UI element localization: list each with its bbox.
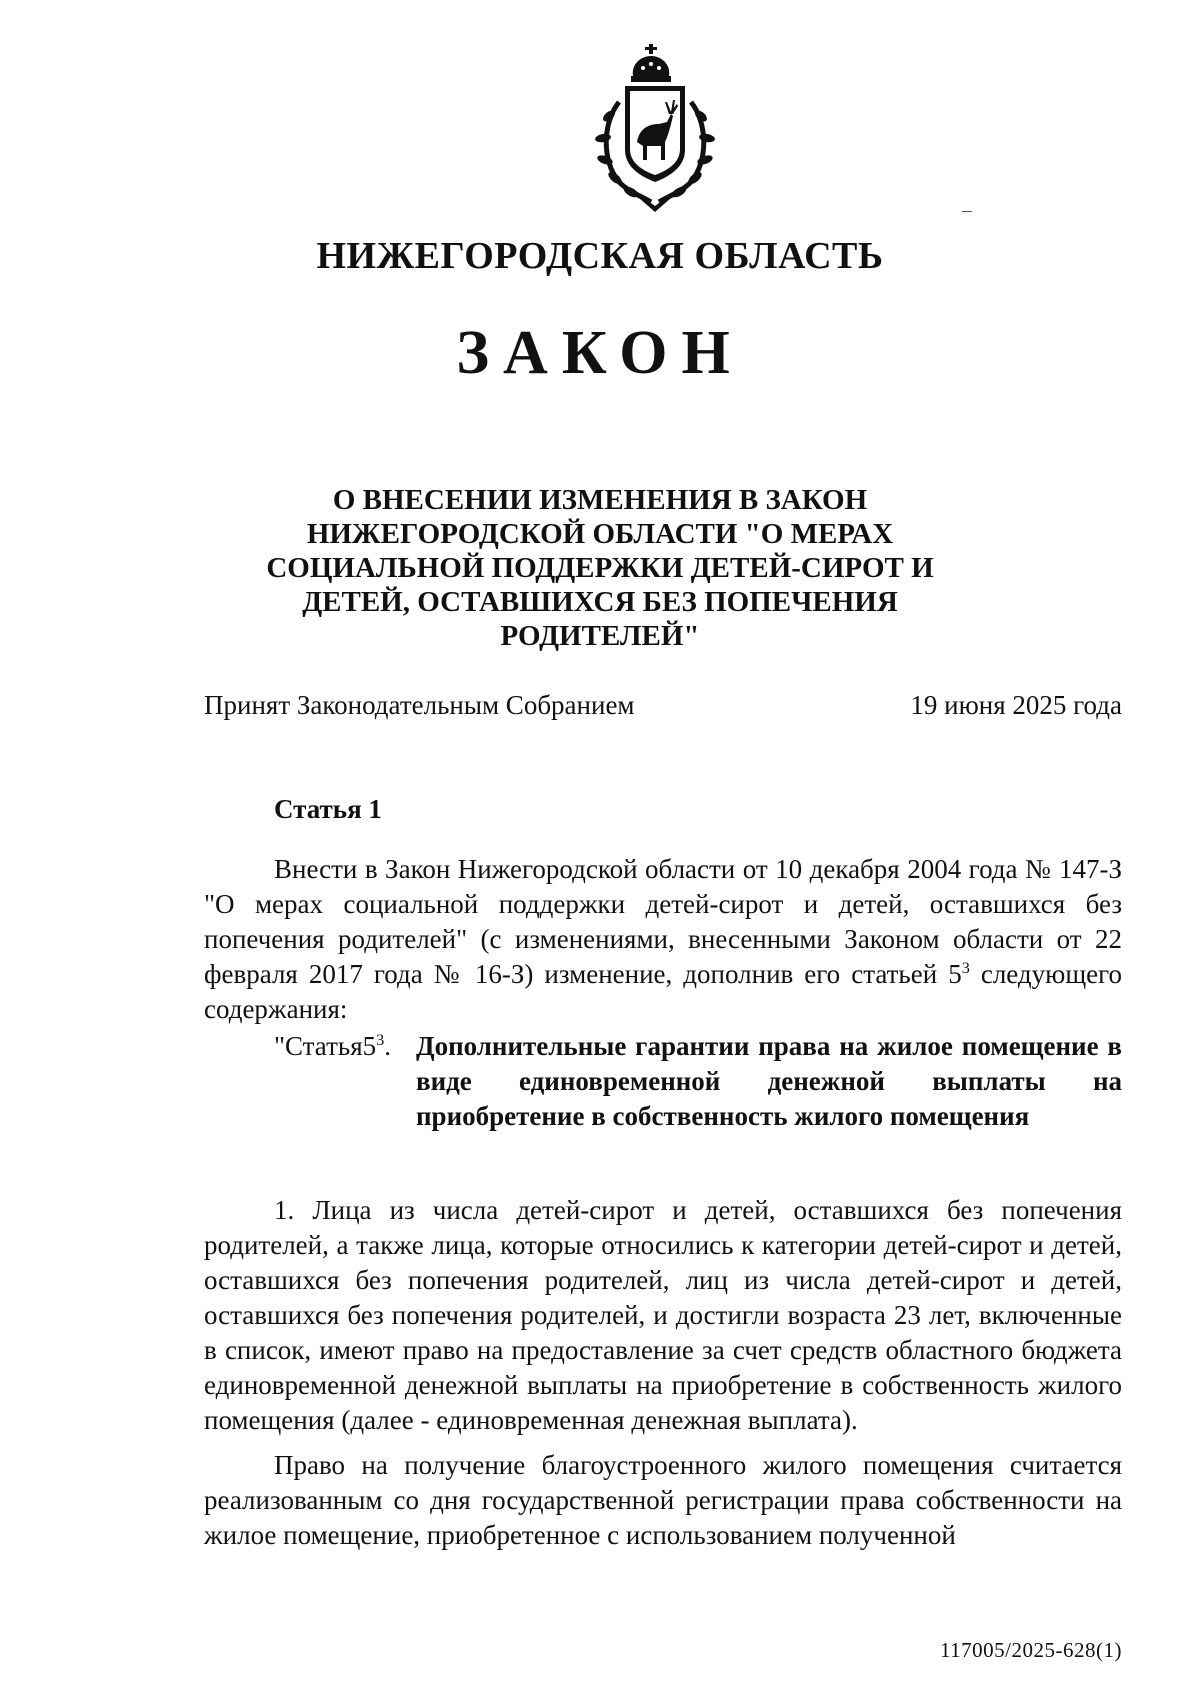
coat-of-arms-icon (585, 42, 725, 214)
law-title: О ВНЕСЕНИИ ИЗМЕНЕНИЯ В ЗАКОН НИЖЕГОРОДСКОЙ ОБЛАСТИ "О МЕРАХ СОЦИАЛЬНОЙ ПОДДЕРЖКИ ДЕТЕЙ-СИРОТ И ДЕТЕЙ, ОСТАВШИХСЯ БЕЗ ПОПЕЧЕНИЯ РОДИТЕЛЕЙ" (266, 484, 934, 652)
quoted-article-label (274, 1029, 416, 1134)
document-code: 117005/2025-628(1) (939, 1638, 1122, 1662)
quoted-article-sup: 3 (376, 1031, 385, 1049)
document-type: ЗАКОН (456, 319, 744, 387)
adoption-label: Принят Законодательным Собранием (204, 690, 635, 720)
intro-text-end: следующего содержания: (204, 959, 1123, 1024)
quoted-article-heading (274, 1029, 1122, 1134)
intro-text: Внести в Закон Нижегородской области от 10 декабря 2004 года № 147-З "О мерах социальной поддержки детей-сирот и детей, оставшихся без попечения родителей" (с изменениями, внесенными Законом области от 22 февраля 2017 года № 16-З) изменение, дополнив его статьей 5 (204, 854, 1122, 989)
scan-speck (962, 211, 972, 212)
region-name: НИЖЕГОРОДСКАЯ ОБЛАСТЬ (316, 235, 884, 277)
quoted-article-dot: . (384, 1031, 391, 1061)
article-intro-paragraph (204, 852, 1122, 1027)
quoted-article-word: "Статья (274, 1031, 363, 1061)
adoption-line (204, 690, 1122, 721)
intro-superscript: 3 (961, 959, 970, 977)
adoption-date: 19 июня 2025 года (910, 690, 1122, 720)
paragraph-1: 1. Лица из числа детей-сирот и детей, оставшихся без попечения родителей, а также лица, которые относились к категории детей-сирот и детей, оставшихся без попечения родителей, лиц из числа детей-сирот и детей, оставшихся без попечения родителей, и достигли возраста 23 лет, включенные в список, имеют право на предоставление за счет средств областного бюджета единовременной денежной выплаты на приобретение в собственность жилого помещения (далее - единовременная денежная выплата). (204, 1195, 1122, 1435)
quoted-article-title: Дополнительные гарантии права на жилое помещение в виде единовременной денежной выплаты на приобретение в собственность жилого помещения (416, 1031, 1122, 1131)
quoted-article-number (363, 1029, 391, 1134)
paragraph-2: Право на получение благоустроенного жилого помещения считается реализованным со дня государственной регистрации права собственности на жилое помещение, приобретенное с использованием полученной (204, 1450, 1122, 1550)
quoted-article-num: 5 (362, 1031, 377, 1061)
article-heading: Статья 1 (274, 794, 382, 824)
